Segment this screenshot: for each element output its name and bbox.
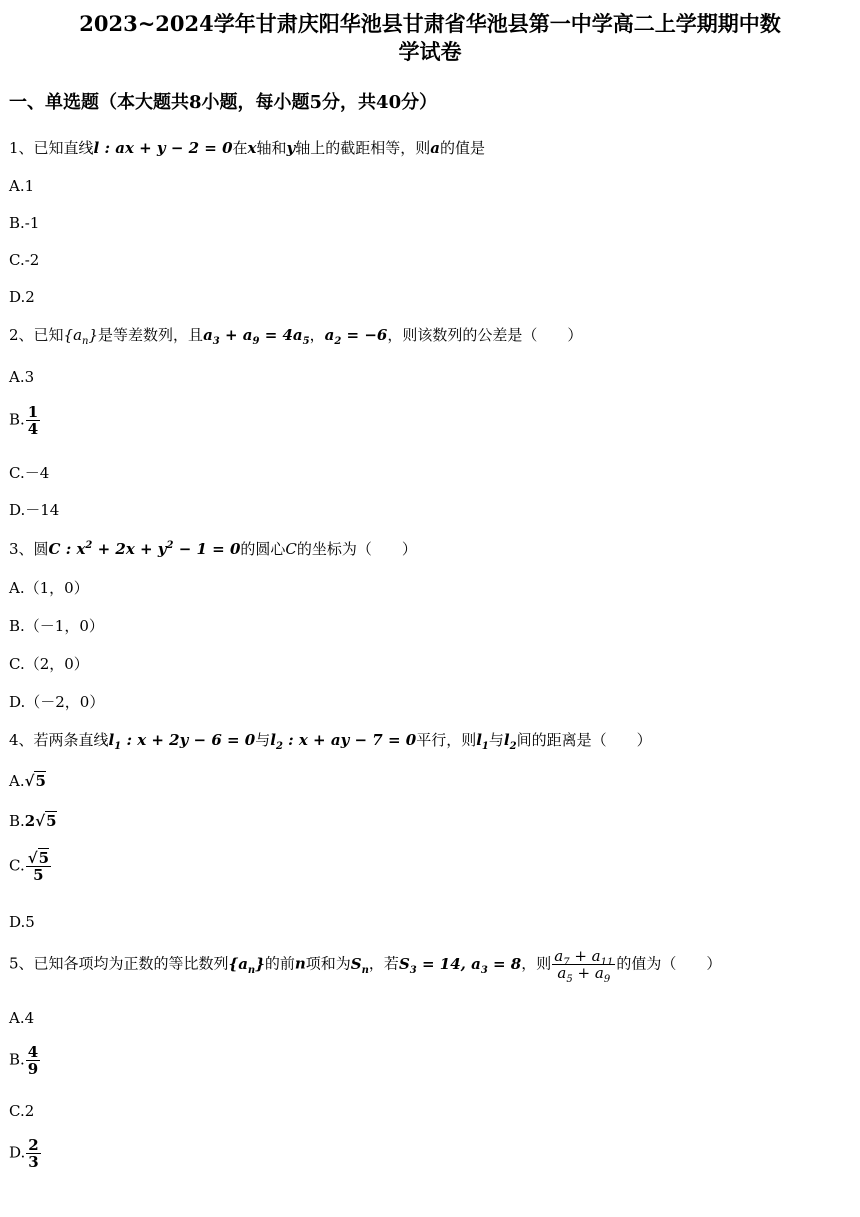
- question-2: 2、已知$\{a_n\}$是等差数列，且$a_3 + a_9 = 4a_5$，$a_2 = -6$，则该数列的公差是（ ）: [9, 326, 583, 347]
- question-1: 1、已知直线l : ax + y − 2 = 0在x轴和y轴上的截距相等，则a的值是: [9, 139, 485, 157]
- q5-option-c: C.2: [9, 1102, 35, 1120]
- fraction: $\frac{√5}{5}$: [27, 849, 50, 884]
- q3-option-b: B.（－1，0）: [9, 617, 104, 635]
- q3-option-d: D.（－2，0）: [9, 693, 105, 711]
- fraction: $\frac{4}{9}$: [27, 1043, 39, 1078]
- q1-option-a: A.1: [9, 177, 35, 195]
- q4-option-d: D.5: [9, 913, 35, 931]
- q2-option-a: A.3: [9, 368, 35, 386]
- question-3: 3、圆C : $x^2 + 2x + y^2 - 1 = 0$的圆心C的坐标为（ ）: [9, 540, 417, 558]
- q4-option-b: B.2√5: [9, 812, 57, 830]
- q5-option-b: B. $\frac{4}{9}$: [9, 1043, 39, 1078]
- q3-option-c: C.（2，0）: [9, 655, 89, 673]
- q1-option-c: C.-2: [9, 251, 40, 269]
- q1-option-d: D.2: [9, 288, 35, 306]
- q2-option-d: D.－14: [9, 501, 60, 519]
- fraction: $\frac{1}{4}$: [27, 403, 39, 438]
- section-heading: 一、单选题（本大题共8小题，每小题5分，共40分）: [9, 92, 438, 113]
- title-line-2: 学试卷: [398, 39, 462, 64]
- q5-option-d: D. $\frac{2}{3}$: [9, 1136, 39, 1171]
- q2-option-c: C.－4: [9, 464, 50, 482]
- q4-option-a: A.√5: [9, 772, 46, 790]
- square-root: 2√5: [24, 812, 57, 830]
- fraction: $\frac{2}{3}$: [28, 1136, 39, 1171]
- title-line-1: 2023~2024学年甘肃庆阳华池县甘肃省华池县第一中学高二上学期期中数: [79, 11, 781, 36]
- square-root: √5: [24, 772, 46, 790]
- q4-option-c: C. $\frac{√5}{5}$: [9, 849, 50, 884]
- question-4: 4、若两条直线$l_1$ : x + 2y − 6 = 0与$l_2$ : x + ay − 7 = 0平行，则$l_1$与$l_2$间的距离是（ ）: [9, 731, 652, 752]
- q1-option-b: B.-1: [9, 214, 40, 232]
- q3-option-a: A.（1，0）: [9, 579, 89, 597]
- fraction: $\frac{a_7 + a_{11}}{a_5 + a_9}$: [554, 947, 614, 985]
- question-5: 5、已知各项均为正数的等比数列$\{a_n\}$的前n项和为$S_n$，若$S_3 = 14$, $a_3 = 8$，则 $\frac{a_7 + a_{11}}{a_5 + a_9}$ 的值为（ ）: [9, 947, 722, 985]
- q5-option-a: A.4: [9, 1009, 35, 1027]
- page-title: [0, 10, 860, 66]
- q2-option-b: B. $\frac{1}{4}$: [9, 403, 39, 438]
